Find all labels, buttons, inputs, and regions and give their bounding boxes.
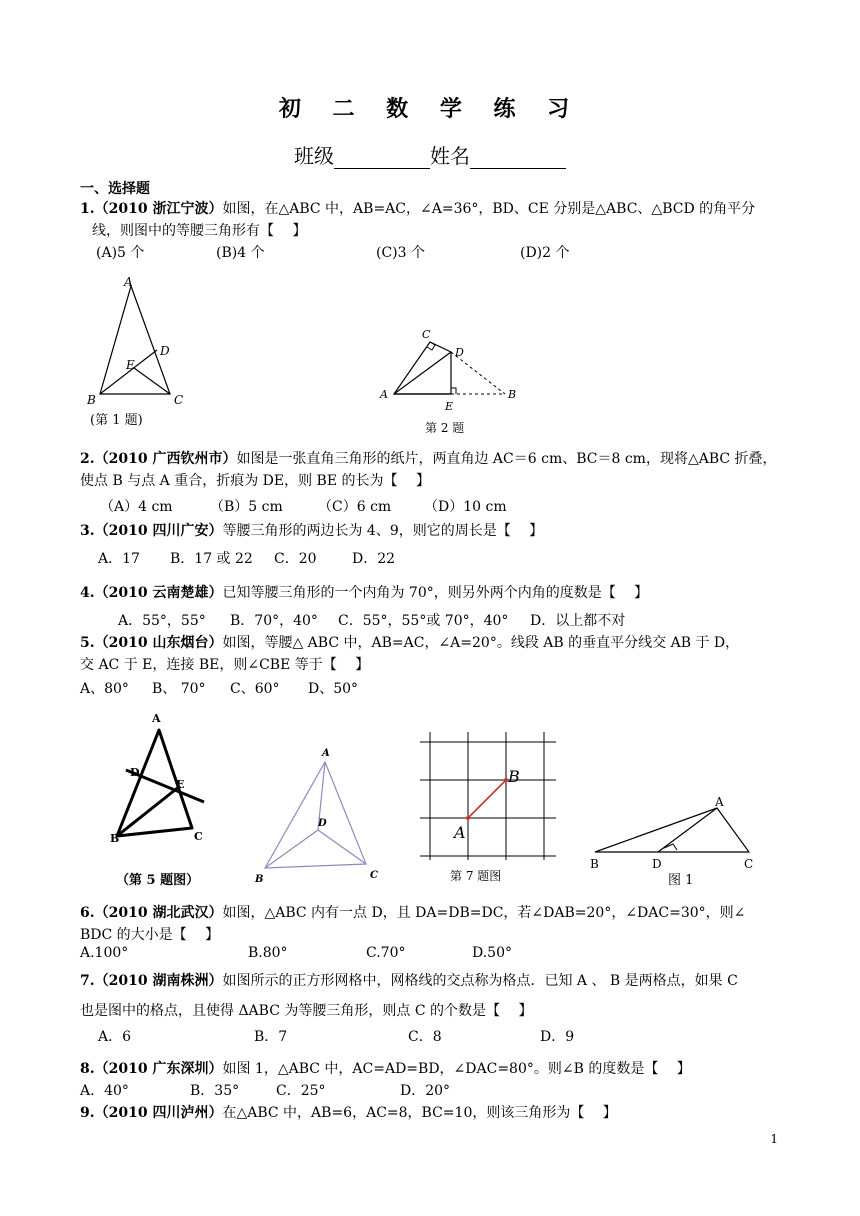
q2-source: （2010 广西钦州市） — [94, 451, 237, 467]
q1-option-b: (B)4 个 — [216, 245, 265, 261]
question-7 — [80, 966, 780, 1026]
q1-text-line1: 如图，在△ABC 中，AB=AC，∠A=36°，BD、CE 分别是△ABC、△BCD 的角平分 — [222, 201, 756, 217]
fig1-caption: (第 1 题) — [90, 413, 143, 428]
q3-option-b: B．17 或 22 — [170, 551, 253, 567]
q5-option-a: A、80° — [80, 681, 129, 697]
fig5-label-c: C — [194, 830, 203, 843]
q7-option-d: D．9 — [540, 1029, 575, 1045]
q8-text-line1: 如图 1，△ABC 中，AC=AD=BD，∠DAC=80°。则∠B 的度数是【 】 — [222, 1061, 691, 1077]
q1-option-c: (C)3 个 — [376, 245, 425, 261]
q8-options — [80, 1080, 780, 1102]
q3-text-line1: 等腰三角形的两边长为 4、9，则它的周长是【 】 — [222, 523, 544, 539]
class-name-line — [0, 140, 860, 169]
q6-source: （2010 湖北武汉） — [94, 905, 223, 921]
q5-option-d: D、50° — [308, 681, 359, 697]
name-label: 姓名 — [430, 144, 470, 168]
fig1-label-b: B — [87, 393, 96, 407]
q1-option-d: (D)2 个 — [520, 245, 570, 261]
fig8-caption: 图 1 — [668, 873, 694, 888]
fig1-label-a: A — [124, 275, 133, 289]
question-3 — [80, 520, 780, 542]
q9-text-line1: 在△ABC 中，AB=6，AC=8，BC=10，则该三角形为【 】 — [222, 1105, 617, 1121]
fig1-label-d: D — [160, 344, 170, 358]
q2-option-b: （B）5 cm — [210, 499, 283, 515]
fig2-label-a: A — [380, 388, 388, 401]
q7-option-a: A．6 — [98, 1029, 132, 1045]
class-blank — [334, 150, 430, 169]
figure-6 — [246, 742, 388, 888]
q4-text-line1: 已知等腰三角形的一个内角为 70°，则另外两个内角的度数是【 】 — [222, 585, 649, 601]
q4-options — [118, 610, 818, 632]
fig8-label-c: C — [744, 857, 754, 871]
q6-option-d: D.50° — [472, 945, 512, 961]
q6-number: 6. — [80, 905, 95, 921]
fig6-label-c: C — [370, 870, 378, 881]
q5-text-line1: 如图，等腰△ ABC 中，AB=AC，∠A=20°。线段 AB 的垂直平分线交 AB 于 D， — [222, 635, 740, 651]
q5-options — [80, 678, 780, 700]
q1-source: （2010 浙江宁波） — [94, 201, 223, 217]
q4-option-b: B．70°，40° — [230, 613, 318, 629]
q5-source: （2010 山东烟台） — [94, 635, 223, 651]
fig2-caption: 第 2 题 — [425, 421, 465, 435]
fig1-label-c: C — [174, 393, 184, 407]
fig6-label-a: A — [322, 748, 330, 759]
fig6-label-b: B — [255, 874, 264, 885]
fig1-label-e: E — [126, 358, 135, 372]
fig6-label-d: D — [318, 818, 327, 829]
question-2 — [80, 448, 780, 492]
question-5 — [80, 632, 780, 676]
q3-option-a: A．17 — [98, 551, 140, 567]
figure-8 — [582, 792, 770, 890]
fig7-label-a: A — [454, 823, 466, 842]
q3-number: 3. — [80, 523, 95, 539]
fig2-label-d: D — [455, 346, 464, 359]
fig5-label-d: D — [130, 766, 140, 779]
q7-text-line1: 如图所示的正方形网格中，网格线的交点称为格点．已知 A 、 B 是两格点，如果 C — [222, 973, 738, 989]
q2-text-line1: 如图是一张直角三角形的纸片，两直角边 AC＝6 cm、BC＝8 cm，现将△ABC 折叠， — [236, 451, 777, 467]
question-6 — [80, 902, 780, 946]
q2-options — [100, 496, 800, 518]
q8-option-a: A．40° — [80, 1083, 129, 1099]
fig7-caption: 第 7 题图 — [450, 869, 502, 883]
q3-source: （2010 四川广安） — [94, 523, 223, 539]
fig5-label-a: A — [152, 712, 161, 725]
q7-text-line2: 也是图中的格点，且使得 ΔABC 为等腰三角形，则点 C 的个数是【 】 — [80, 1003, 533, 1019]
q3-option-c: C．20 — [274, 551, 317, 567]
question-8 — [80, 1058, 780, 1080]
q7-option-b: B．7 — [254, 1029, 288, 1045]
q9-source: （2010 四川泸州） — [94, 1105, 223, 1121]
fig8-label-a: A — [715, 795, 724, 809]
question-4 — [80, 582, 780, 604]
q1-option-a: (A)5 个 — [96, 245, 145, 261]
q6-text-line1: 如图，△ABC 内有一点 D，且 DA=DB=DC，若∠DAB=20°，∠DAC=30°，则∠ — [222, 905, 746, 921]
question-1 — [80, 198, 780, 242]
figure-1 — [84, 272, 194, 434]
q1-options — [96, 242, 796, 264]
q9-number: 9. — [80, 1105, 95, 1121]
q4-number: 4. — [80, 585, 95, 601]
q8-option-c: C．25° — [276, 1083, 326, 1099]
fig2-label-e: E — [445, 400, 454, 413]
fig2-label-b: B — [508, 388, 517, 401]
fig5-label-b: B — [110, 832, 120, 845]
fig7-label-b: B — [508, 767, 520, 786]
fig5-label-e: E — [176, 778, 185, 791]
q4-option-d: D．以上都不对 — [530, 613, 626, 629]
q6-options — [80, 942, 780, 964]
page-number: 1 — [770, 1132, 778, 1146]
q6-text-line2: BDC 的大小是【 】 — [80, 927, 220, 943]
fig5-caption: （第 5 题图） — [116, 873, 200, 888]
q8-option-d: D．20° — [400, 1083, 451, 1099]
q8-number: 8. — [80, 1061, 95, 1077]
class-label: 班级 — [294, 144, 334, 168]
q4-source: （2010 云南楚雄） — [94, 585, 223, 601]
section-heading: 一、选择题 — [80, 181, 150, 197]
q5-number: 5. — [80, 635, 95, 651]
question-9 — [80, 1102, 780, 1124]
q2-option-d: （D）10 cm — [424, 499, 507, 515]
q2-text-line2: 使点 B 与点 A 重合，折痕为 DE，则 BE 的长为【 】 — [80, 473, 430, 489]
q2-option-a: （A）4 cm — [100, 499, 173, 515]
q4-option-a: A．55°，55° — [118, 613, 206, 629]
q7-options — [98, 1026, 798, 1048]
q1-number: 1. — [80, 201, 95, 217]
q8-source: （2010 广东深圳） — [94, 1061, 223, 1077]
q5-text-line2: 交 AC 于 E，连接 BE，则∠CBE 等于【 】 — [80, 657, 370, 673]
q7-source: （2010 湖南株洲） — [94, 973, 223, 989]
q1-text-line2: 线，则图中的等腰三角形有【 】 — [92, 223, 307, 239]
q3-options — [98, 548, 798, 570]
figure-5 — [104, 708, 234, 892]
q3-option-d: D．22 — [352, 551, 396, 567]
page-title: 初 二 数 学 练 习 — [278, 96, 582, 122]
q7-option-c: C．8 — [408, 1029, 442, 1045]
fig2-label-c: C — [422, 328, 431, 341]
name-blank — [470, 150, 566, 169]
q2-option-c: （C）6 cm — [318, 499, 392, 515]
q4-option-c: C．55°，55°或 70°，40° — [338, 613, 509, 629]
q5-option-b: B、 70° — [152, 681, 206, 697]
q2-number: 2. — [80, 451, 95, 467]
q8-option-b: B．35° — [190, 1083, 240, 1099]
fig8-label-b: B — [590, 857, 599, 871]
fig8-label-d: D — [652, 857, 662, 871]
q6-option-b: B.80° — [248, 945, 288, 961]
q6-option-c: C.70° — [366, 945, 406, 961]
q7-number: 7. — [80, 973, 95, 989]
q6-option-a: A.100° — [80, 945, 129, 961]
figure-2 — [376, 326, 526, 436]
figure-7 — [420, 732, 556, 884]
q5-option-c: C、60° — [230, 681, 280, 697]
